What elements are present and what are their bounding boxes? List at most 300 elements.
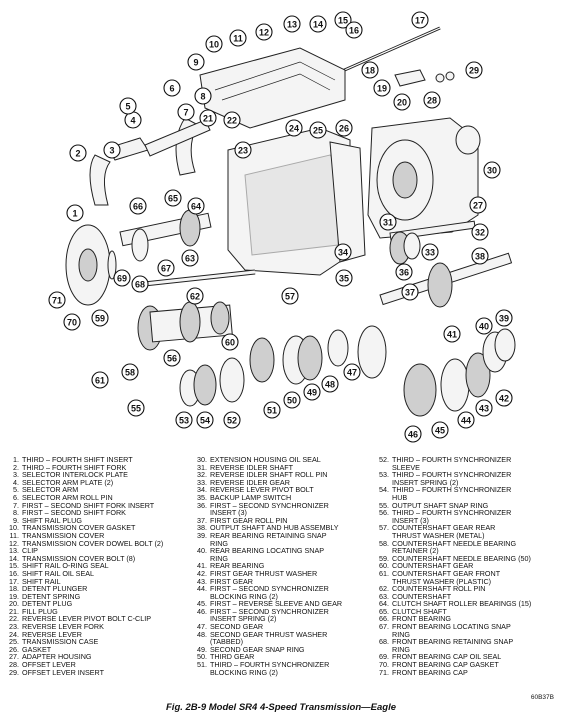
callout-label: 69: [116, 273, 128, 284]
legend-item-number: 53.: [379, 470, 389, 480]
legend-item-text: INSERT (3): [392, 515, 429, 525]
callout-50: [284, 392, 300, 408]
legend-item-text: COUNTERSHAFT GEAR REAR: [392, 523, 496, 533]
callout-45: [432, 422, 448, 438]
callout-71: [49, 292, 65, 308]
legend-item-text: FIRST GEAR ROLL PIN: [210, 515, 288, 525]
legend-item-text: TRANSMISSION COVER: [22, 530, 105, 540]
legend-item-number: 48.: [197, 629, 207, 639]
legend-item-text: SELECTOR ARM: [22, 485, 79, 495]
legend-item-text: THIRD – FOURTH SYNCHRONIZER: [392, 470, 512, 480]
callout-29: [466, 62, 482, 78]
callout-65: [165, 190, 181, 206]
legend-item-number: 68.: [379, 637, 389, 647]
callout-label: 32: [474, 227, 486, 238]
legend-item-number: 4.: [13, 477, 19, 487]
legend-item-text: FIRST – SECOND SHIFT FORK: [22, 508, 126, 518]
callout-label: 56: [166, 353, 178, 364]
legend-item-number: 29.: [9, 667, 19, 677]
legend-item-number: 57.: [379, 523, 389, 533]
legend-item-text: OUTPUT SHAFT SNAP RING: [392, 500, 489, 510]
callout-label: 16: [348, 25, 360, 36]
callout-32: [472, 224, 488, 240]
legend-item-text: FIRST – SECOND SYNCHRONIZER: [210, 500, 329, 510]
legend-item-number: 16.: [9, 568, 19, 578]
callout-21: [200, 110, 216, 126]
legend-item-number: 56.: [379, 508, 389, 518]
legend-item-text: FILL PLUG: [22, 606, 58, 616]
parts-legend: [3, 456, 559, 700]
legend-item-number: 46.: [197, 606, 207, 616]
legend-item-number: 18.: [9, 584, 19, 594]
callout-label: 40: [478, 321, 490, 332]
legend-item-number: 55.: [379, 500, 389, 510]
callout-35: [336, 270, 352, 286]
callout-label: 34: [337, 247, 349, 258]
legend-item-text: FRONT BEARING RETAINING SNAP: [392, 637, 514, 647]
callout-23: [235, 142, 251, 158]
callout-label: 38: [474, 251, 486, 262]
callout-16: [346, 22, 362, 38]
callout-17: [412, 12, 428, 28]
legend-item-number: 28.: [9, 660, 19, 670]
callout-6: [164, 80, 180, 96]
callout-label: 12: [258, 27, 270, 38]
legend-item-text: FRONT BEARING: [392, 614, 451, 624]
legend-item-text: BACKUP LAMP SWITCH: [210, 492, 292, 502]
callout-label: 62: [189, 291, 201, 302]
callout-55: [128, 400, 144, 416]
legend-item-text: FRONT BEARING CAP GASKET: [392, 660, 499, 670]
legend-item-text: FRONT BEARING CAP: [392, 667, 468, 677]
legend-item-number: 2.: [13, 462, 19, 472]
legend-item-number: 67.: [379, 622, 389, 632]
legend-item-number: 70.: [379, 660, 389, 670]
transmission-cover: [200, 48, 345, 128]
callout-label: 48: [324, 379, 336, 390]
callout-5: [120, 98, 136, 114]
callout-label: 1: [72, 208, 78, 219]
legend-item-text: TRANSMISSION COVER BOLT (8): [22, 553, 136, 563]
callout-64: [188, 198, 204, 214]
legend-item-number: 32.: [197, 470, 207, 480]
legend-item-number: 19.: [9, 591, 19, 601]
legend-item-text: REAR BEARING: [210, 561, 265, 571]
legend-item-text: SELECTOR ARM PLATE (2): [22, 477, 114, 487]
callout-label: 31: [382, 217, 394, 228]
callout-label: 46: [407, 429, 419, 440]
countershaft: [135, 272, 255, 285]
callout-18: [362, 62, 378, 78]
legend-item-text: THIRD – FOURTH SYNCHRONIZER: [392, 455, 512, 464]
legend-item-text: RING: [210, 538, 228, 548]
legend-item-text: RETAINER (2): [392, 546, 439, 556]
legend-item-text: TRANSMISSION COVER DOWEL BOLT (2): [22, 538, 164, 548]
legend-item-number: 63.: [379, 591, 389, 601]
callout-39: [496, 310, 512, 326]
legend-item: [5, 669, 191, 677]
legend-item-number: 71.: [379, 667, 389, 677]
legend-item-text: CLIP: [22, 546, 38, 556]
legend-item-text: FIRST – SECOND SYNCHRONIZER: [210, 584, 329, 594]
legend-item-number: 27.: [9, 652, 19, 662]
callout-40: [476, 318, 492, 334]
callout-label: 29: [468, 65, 480, 76]
callout-47: [344, 364, 360, 380]
legend-item-text: CLUTCH SHAFT ROLLER BEARINGS (15): [392, 599, 532, 609]
legend-item: [375, 669, 559, 677]
legend-item-text: REVERSE LEVER FORK: [22, 622, 104, 632]
legend-item-text: ADAPTER HOUSING: [22, 652, 92, 662]
callout-36: [396, 264, 412, 280]
callout-label: 63: [184, 253, 196, 264]
legend-item-number: 30.: [197, 455, 207, 464]
callout-label: 19: [376, 83, 388, 94]
legend-item-text: REVERSE LEVER PIVOT BOLT C-CLIP: [22, 614, 152, 624]
legend-item-number: 17.: [9, 576, 19, 586]
legend-column-2: [193, 456, 373, 676]
legend-item-text: BLOCKING RING (2): [210, 591, 278, 601]
legend-item-number: 6.: [13, 492, 19, 502]
legend-item-number: 59.: [379, 553, 389, 563]
callout-58: [122, 364, 138, 380]
callout-27: [470, 197, 486, 213]
callout-label: 13: [286, 19, 298, 30]
legend-item-text: REVERSE LEVER: [22, 629, 82, 639]
legend-item-text: FIRST GEAR THRUST WASHER: [210, 568, 318, 578]
callout-57: [282, 288, 298, 304]
callout-48: [322, 376, 338, 392]
legend-item-text: REVERSE IDLER GEAR: [210, 477, 290, 487]
figure-code: 60B37B: [530, 694, 554, 701]
callout-label: 24: [288, 123, 300, 134]
legend-item-text: THRUST WASHER (PLASTIC): [392, 576, 492, 586]
callout-label: 20: [396, 97, 408, 108]
callout-label: 66: [132, 201, 144, 212]
callout-14: [310, 16, 326, 32]
callout-label: 58: [124, 367, 136, 378]
callout-label: 57: [284, 291, 296, 302]
legend-item-text: COUNTERSHAFT NEEDLE BEARING (50): [392, 553, 531, 563]
callout-label: 26: [338, 123, 350, 134]
callout-30: [484, 162, 500, 178]
callout-label: 71: [51, 295, 63, 306]
callout-label: 14: [312, 19, 324, 30]
legend-item-text: SHIFT RAIL O-RING SEAL: [22, 561, 109, 571]
callout-label: 30: [486, 165, 498, 176]
callout-label: 23: [237, 145, 249, 156]
legend-item-number: 33.: [197, 477, 207, 487]
callout-label: 52: [226, 415, 238, 426]
callout-label: 45: [434, 425, 446, 436]
legend-item-number: 23.: [9, 622, 19, 632]
legend-item-text: RING: [392, 629, 410, 639]
callout-67: [158, 260, 174, 276]
legend-item-number: 45.: [197, 599, 207, 609]
legend-item-text: RING: [392, 644, 410, 654]
legend-item-text: DETENT PLUG: [22, 599, 73, 609]
legend-item-text: INSERT SPRING (2): [392, 477, 459, 487]
legend-item-text: DETENT PLUNGER: [22, 584, 88, 594]
legend-item-number: 60.: [379, 561, 389, 571]
legend-item: [193, 669, 373, 677]
callout-37: [402, 284, 418, 300]
callout-label: 47: [346, 367, 358, 378]
callout-28: [424, 92, 440, 108]
legend-item-text: COUNTERSHAFT: [392, 591, 452, 601]
legend-item-number: 66.: [379, 614, 389, 624]
legend-item-text: THIRD – FOURTH SYNCHRONIZER: [392, 485, 512, 495]
legend-item-number: 69.: [379, 652, 389, 662]
callout-label: 17: [414, 15, 426, 26]
callout-3: [104, 142, 120, 158]
callout-label: 11: [233, 33, 243, 44]
callout-19: [374, 80, 390, 96]
legend-item-text: FIRST GEAR: [210, 576, 253, 586]
legend-item-number: 7.: [13, 500, 19, 510]
legend-item-text: SECOND GEAR THRUST WASHER: [210, 629, 328, 639]
legend-item-text: SELECTOR INTERLOCK PLATE: [22, 470, 128, 480]
callout-51: [264, 402, 280, 418]
legend-column-1: [5, 456, 191, 676]
callout-label: 35: [338, 273, 350, 284]
legend-item-number: 54.: [379, 485, 389, 495]
callout-53: [176, 412, 192, 428]
callout-label: 7: [183, 107, 189, 118]
callout-label: 59: [94, 313, 106, 324]
callout-68: [132, 276, 148, 292]
callout-label: 5: [125, 101, 131, 112]
legend-item-text: EXTENSION HOUSING OIL SEAL: [210, 455, 321, 464]
legend-item-text: SECOND GEAR SNAP RING: [210, 644, 305, 654]
callout-label: 28: [426, 95, 438, 106]
callout-66: [130, 198, 146, 214]
legend-item-text: BLOCKING RING (2): [210, 667, 278, 677]
legend-item-number: 61.: [379, 568, 389, 578]
legend-item-number: 15.: [9, 561, 19, 571]
legend-item-number: 25.: [9, 637, 19, 647]
legend-item-text: COUNTERSHAFT NEEDLE BEARING: [392, 538, 517, 548]
legend-item-number: 50.: [197, 652, 207, 662]
callout-62: [187, 288, 203, 304]
callout-label: 55: [130, 403, 142, 414]
legend-item-number: 31.: [197, 462, 207, 472]
callout-22: [224, 112, 240, 128]
legend-item-number: 42.: [197, 568, 207, 578]
callout-label: 10: [208, 39, 220, 50]
callout-54: [197, 412, 213, 428]
callout-label: 53: [178, 415, 190, 426]
legend-item-text: OUTPUT SHAFT AND HUB ASSEMBLY: [210, 523, 339, 533]
callout-38: [472, 248, 488, 264]
callout-49: [304, 384, 320, 400]
legend-item-number: 20.: [9, 599, 19, 609]
legend-item-number: 52.: [379, 455, 389, 464]
callout-label: 37: [404, 287, 416, 298]
legend-item-number: 3.: [13, 470, 19, 480]
clutch-shaft: [120, 210, 211, 261]
callout-label: 68: [134, 279, 146, 290]
legend-item-number: 13.: [9, 546, 19, 556]
callout-label: 15: [337, 15, 349, 26]
front-bearing-cap: [66, 225, 116, 305]
legend-item-number: 65.: [379, 606, 389, 616]
callout-42: [496, 390, 512, 406]
legend-item-number: 58.: [379, 538, 389, 548]
legend-item-number: 5.: [13, 485, 19, 495]
legend-item-number: 36.: [197, 500, 207, 510]
callout-25: [310, 122, 326, 138]
legend-item-number: 37.: [197, 515, 207, 525]
callout-label: 60: [224, 337, 236, 348]
legend-item-number: 9.: [13, 515, 19, 525]
legend-item-text: TRANSMISSION COVER GASKET: [22, 523, 136, 533]
callout-52: [224, 412, 240, 428]
legend-item-number: 44.: [197, 584, 207, 594]
legend-item-text: SELECTOR ARM ROLL PIN: [22, 492, 113, 502]
legend-item-number: 49.: [197, 644, 207, 654]
legend-item-text: OFFSET LEVER: [22, 660, 76, 670]
callout-20: [394, 94, 410, 110]
legend-item-number: 38.: [197, 523, 207, 533]
legend-item-text: GASKET: [22, 644, 52, 654]
callout-31: [380, 214, 396, 230]
legend-item-number: 24.: [9, 629, 19, 639]
callout-label: 43: [478, 403, 490, 414]
figure-caption: Fig. 2B-9 Model SR4 4-Speed Transmission—Eagle: [166, 702, 396, 713]
legend-item-text: FRONT BEARING LOCATING SNAP: [392, 622, 511, 632]
legend-item-text: REVERSE LEVER PIVOT BOLT: [210, 485, 314, 495]
callout-label: 49: [306, 387, 318, 398]
legend-item-text: THIRD GEAR: [210, 652, 255, 662]
callout-label: 3: [109, 145, 115, 156]
callout-label: 42: [498, 393, 510, 404]
callout-41: [444, 326, 460, 342]
legend-item-number: 1.: [13, 455, 19, 464]
callout-label: 8: [200, 91, 206, 102]
legend-item-number: 14.: [9, 553, 19, 563]
callout-label: 61: [94, 375, 106, 386]
legend-item-text: HUB: [392, 492, 408, 502]
callout-63: [182, 250, 198, 266]
legend-item-number: 51.: [197, 660, 207, 670]
legend-item-text: SLEEVE: [392, 462, 420, 472]
legend-item-number: 41.: [197, 561, 207, 571]
callout-11: [230, 30, 246, 46]
callout-label: 22: [226, 115, 238, 126]
callout-label: 65: [167, 193, 179, 204]
legend-item-text: REVERSE IDLER SHAFT: [210, 462, 294, 472]
callout-label: 39: [498, 313, 510, 324]
callout-70: [64, 314, 80, 330]
legend-item-text: THIRD – FOURTH SYNCHRONIZER: [392, 508, 512, 518]
legend-item-text: CLUTCH SHAFT: [392, 606, 447, 616]
legend-item-text: INSERT SPRING (2): [210, 614, 277, 624]
legend-item-text: COUNTERSHAFT ROLL PIN: [392, 584, 486, 594]
legend-item-text: RING: [210, 553, 228, 563]
callout-33: [422, 244, 438, 260]
legend-item-text: THIRD – FOURTH SHIFT INSERT: [22, 455, 133, 464]
callout-1: [67, 205, 83, 221]
callout-13: [284, 16, 300, 32]
callout-label: 21: [202, 113, 214, 124]
legend-item-text: FRONT BEARING CAP OIL SEAL: [392, 652, 502, 662]
callout-44: [458, 412, 474, 428]
legend-item-number: 34.: [197, 485, 207, 495]
legend-item-text: DETENT SPRING: [22, 591, 81, 601]
callout-label: 4: [130, 115, 136, 126]
legend-item-text: FIRST – REVERSE SLEEVE AND GEAR: [210, 599, 343, 609]
legend-item-number: 12.: [9, 538, 19, 548]
callout-label: 51: [266, 405, 278, 416]
callout-24: [286, 120, 302, 136]
legend-item-text: SHIFT RAIL PLUG: [22, 515, 82, 525]
callout-69: [114, 270, 130, 286]
callout-61: [92, 372, 108, 388]
legend-item-number: 35.: [197, 492, 207, 502]
callout-56: [164, 350, 180, 366]
callout-label: 18: [364, 65, 376, 76]
legend-item-text: FIRST – SECOND SYNCHRONIZER: [210, 606, 329, 616]
legend-item-number: 21.: [9, 606, 19, 616]
callout-43: [476, 400, 492, 416]
callout-26: [336, 120, 352, 136]
callout-10: [206, 36, 222, 52]
legend-item-number: 11.: [9, 530, 19, 540]
callout-label: 64: [190, 201, 202, 212]
legend-item-number: 26.: [9, 644, 19, 654]
legend-item-number: 22.: [9, 614, 19, 624]
legend-item-text: REAR BEARING RETAINING SNAP: [210, 530, 327, 540]
callout-label: 41: [446, 329, 458, 340]
callout-label: 44: [460, 415, 472, 426]
legend-item-text: REAR BEARING LOCATING SNAP: [210, 546, 325, 556]
callout-8: [195, 88, 211, 104]
legend-item-text: SECOND GEAR: [210, 622, 264, 632]
legend-item-text: THRUST WASHER (METAL): [392, 530, 485, 540]
callout-2: [70, 145, 86, 161]
legend-item-text: REVERSE IDLER SHAFT ROLL PIN: [210, 470, 328, 480]
legend-item-text: FIRST – SECOND SHIFT FORK INSERT: [22, 500, 155, 510]
callout-label: 2: [75, 148, 81, 159]
callout-label: 67: [160, 263, 172, 274]
legend-item-text: (TABBED): [210, 637, 244, 647]
callout-9: [188, 54, 204, 70]
legend-item-text: SHIFT RAIL OIL SEAL: [22, 568, 95, 578]
callout-label: 36: [398, 267, 410, 278]
callout-label: 54: [199, 415, 211, 426]
legend-item-number: 10.: [9, 523, 19, 533]
legend-item-number: 64.: [379, 599, 389, 609]
legend-item-text: SHIFT RAIL: [22, 576, 61, 586]
callout-59: [92, 310, 108, 326]
legend-item-number: 47.: [197, 622, 207, 632]
callout-60: [222, 334, 238, 350]
legend-item-number: 43.: [197, 576, 207, 586]
callout-label: 33: [424, 247, 436, 258]
legend-item-text: TRANSMISSION CASE: [22, 637, 99, 647]
callout-label: 6: [169, 83, 175, 94]
legend-item-number: 40.: [197, 546, 207, 556]
callout-label: 27: [472, 200, 484, 211]
callout-46: [405, 426, 421, 442]
legend-column-3: [375, 456, 559, 676]
callout-label: 50: [286, 395, 298, 406]
callout-7: [178, 104, 194, 120]
countershaft-gear: [138, 302, 232, 350]
callout-label: 70: [66, 317, 78, 328]
legend-item-text: COUNTERSHAFT GEAR FRONT: [392, 568, 501, 578]
